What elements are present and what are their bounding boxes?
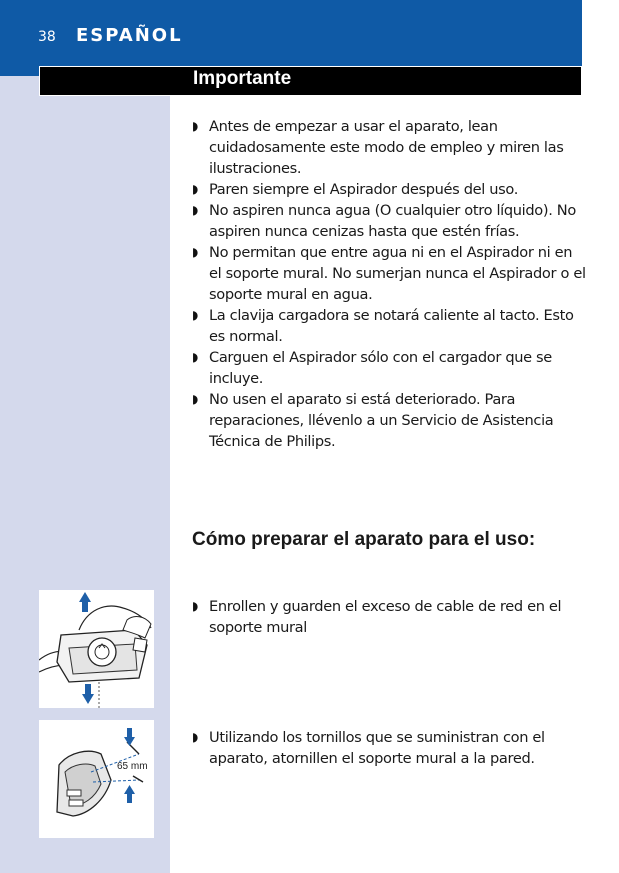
bullet-icon: ◗ [192,245,198,259]
list-item [192,347,587,389]
list-item-text: No permitan que entre agua ni en el Aspirador ni en el soporte mural. No sumerjan nunca el Aspirador o el soporte mural en agua. [209,244,586,303]
step-text: Enrollen y guarden el exceso de cable de red en el soporte mural [209,598,562,636]
step-wall-mounting [192,727,587,769]
cord-winding-illustration [39,590,154,708]
list-item-text: No usen el aparato si está deteriorado. Para reparaciones, llévenlo a un Servicio de Asistencia Técnica de Philips. [209,391,554,450]
step-text: Utilizando los tornillos que se suministran con el aparato, atornillen el soporte mural a la pared. [209,729,545,767]
bullet-icon: ◗ [192,350,198,364]
preparation-heading: Cómo preparar el aparato para el uso: [192,529,536,550]
wall-mounting-illustration [39,720,154,838]
list-item [192,242,587,305]
list-item [192,389,587,452]
list-item-text: Paren siempre el Aspirador después del uso. [209,181,519,198]
bullet-icon: ◗ [192,203,198,217]
list-item-text: Antes de empezar a usar el aparato, lean cuidadosamente este modo de empleo y miren las ilustraciones. [209,118,564,177]
bullet-icon: ◗ [192,182,198,196]
list-item [192,116,587,179]
page-number: 38 [38,29,56,45]
list-item-text: La clavija cargadora se notará caliente al tacto. Esto es normal. [209,307,574,345]
important-title: Importante [193,68,292,89]
bullet-icon: ◗ [192,119,198,133]
list-item [192,200,587,242]
list-item-text: No aspiren nunca agua (O cualquier otro líquido). No aspiren nunca cenizas hasta que estén frías. [209,202,576,240]
wall-mount-cord-icon [39,590,154,708]
list-item [192,305,587,347]
language-label: ESPAÑOL [76,25,183,46]
step-cord-winding [192,596,587,638]
bullet-icon: ◗ [192,308,198,322]
dimension-label: 65 mm [117,761,148,772]
important-bar [39,66,582,96]
bullet-icon: ◗ [192,599,198,613]
important-list [192,116,587,452]
bullet-icon: ◗ [192,730,198,744]
bullet-icon: ◗ [192,392,198,406]
screw-mount-icon [39,720,154,838]
list-item [192,179,587,200]
list-item-text: Carguen el Aspirador sólo con el cargador que se incluye. [209,349,552,387]
